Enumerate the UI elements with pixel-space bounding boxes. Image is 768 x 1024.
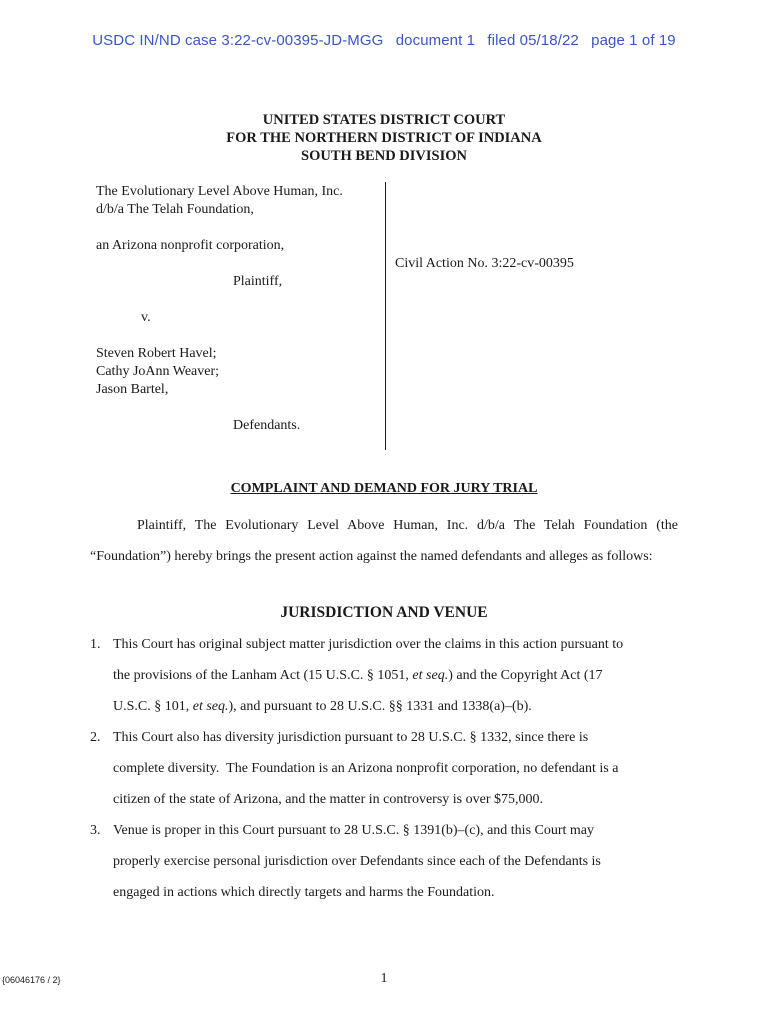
paragraph-number: 3. — [90, 823, 101, 838]
page-count: page 1 of 19 — [591, 32, 676, 49]
paragraph-line: the provisions of the Lanham Act (15 U.S.C. § 1051, et seq.) and the Copyright Act (17 — [113, 668, 603, 683]
versus-label: v. — [141, 310, 151, 325]
document-id: {06046176 / 2} — [2, 975, 61, 985]
paragraph-text — [113, 629, 690, 722]
paragraph-line: engaged in actions which directly targets and harms the Foundation. — [113, 885, 495, 900]
paragraph-line: complete diversity. The Foundation is an Arizona nonprofit corporation, no defendant is a — [113, 761, 619, 776]
section-heading: JURISDICTION AND VENUE — [280, 604, 488, 621]
caption-divider — [385, 182, 386, 450]
court-line-1: UNITED STATES DISTRICT COURT — [262, 112, 506, 128]
paragraph-line: Venue is proper in this Court pursuant to 28 U.S.C. § 1391(b)–(c), and this Court may — [113, 823, 595, 838]
plaintiff-description: an Arizona nonprofit corporation, — [96, 238, 285, 253]
document-number: document 1 — [395, 32, 476, 49]
plaintiff-name-line-2: d/b/a The Telah Foundation, — [96, 202, 254, 217]
numbered-paragraph — [90, 629, 690, 722]
defendant-name: Steven Robert Havel; — [96, 346, 217, 361]
plaintiff-label: Plaintiff, — [233, 274, 283, 289]
defendants-label: Defendants. — [233, 418, 301, 433]
page-number: 1 — [380, 971, 388, 986]
paragraph-line: This Court has original subject matter jurisdiction over the claims in this action pursuant to — [113, 637, 624, 652]
defendant-name: Jason Bartel, — [96, 382, 169, 397]
paragraph-line: properly exercise personal jurisdiction over Defendants since each of the Defendants is — [113, 854, 601, 869]
paragraph-number: 2. — [90, 730, 101, 745]
ecf-header-stamp — [0, 32, 768, 49]
civil-action-number: Civil Action No. 3:22-cv-00395 — [395, 256, 574, 271]
paragraph-line: This Court also has diversity jurisdiction pursuant to 28 U.S.C. § 1332, since there is — [113, 730, 589, 745]
paragraph-text — [113, 722, 690, 815]
court-line-3: SOUTH BEND DIVISION — [301, 148, 467, 164]
document-title: COMPLAINT AND DEMAND FOR JURY TRIAL — [230, 481, 538, 496]
numbered-paragraph — [90, 815, 690, 908]
case-number: USDC IN/ND case 3:22-cv-00395-JD-MGG — [92, 32, 384, 49]
paragraph-number: 1. — [90, 637, 101, 652]
numbered-paragraphs — [90, 629, 690, 908]
court-line-2: FOR THE NORTHERN DISTRICT OF INDIANA — [226, 130, 542, 146]
defendant-name: Cathy JoAnn Weaver; — [96, 364, 220, 379]
case-caption-parties — [96, 183, 386, 435]
paragraph-text — [113, 815, 690, 908]
paragraph-line: citizen of the state of Arizona, and the matter in controversy is over $75,000. — [113, 792, 543, 807]
filed-date: filed 05/18/22 — [487, 32, 579, 49]
numbered-paragraph — [90, 722, 690, 815]
plaintiff-name-line-1: The Evolutionary Level Above Human, Inc. — [96, 184, 343, 199]
et-seq-citation: et seq. — [192, 699, 229, 714]
court-heading — [0, 111, 768, 165]
et-seq-citation: et seq. — [412, 668, 449, 683]
paragraph-line: U.S.C. § 101, et seq.), and pursuant to 28 U.S.C. §§ 1331 and 1338(a)–(b). — [113, 699, 532, 714]
intro-paragraph: Plaintiff, The Evolutionary Level Above Human, Inc. d/b/a The Telah Foundation (the “Foundation”) hereby brings the present action against the named defendants and alleges as follows: — [90, 518, 678, 564]
